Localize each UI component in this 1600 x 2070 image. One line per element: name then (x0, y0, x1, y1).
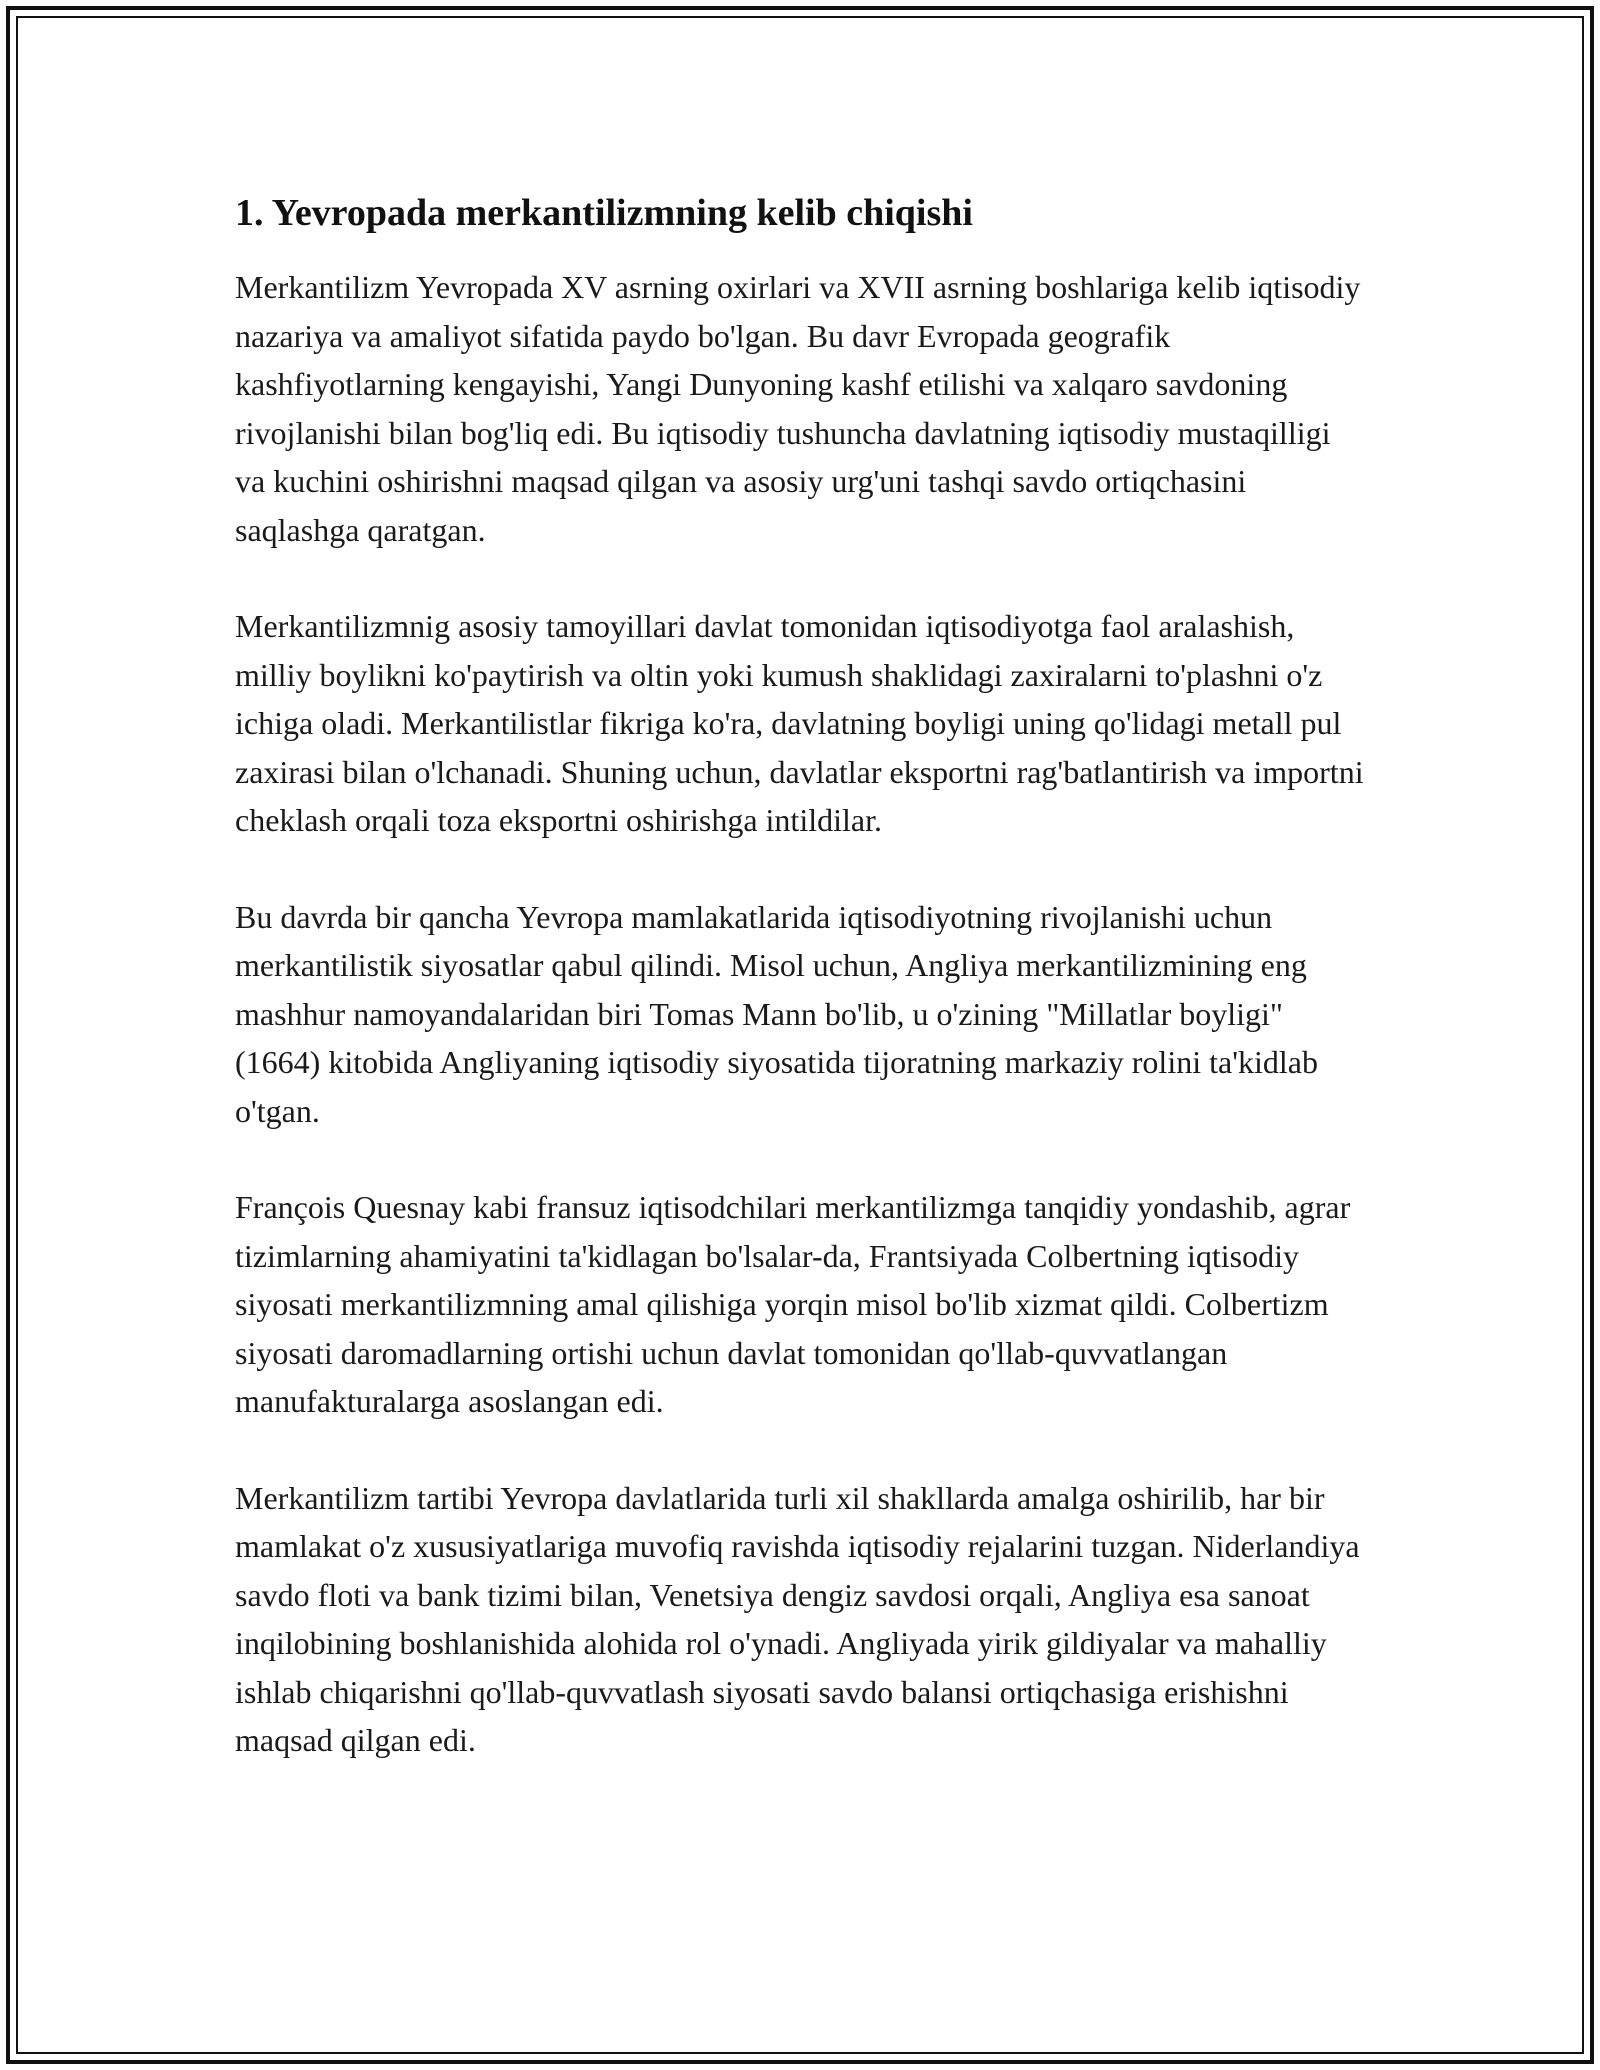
paragraph-4: François Quesnay kabi fransuz iqtisodchilari merkantilizmga tanqidiy yondashib, agrar tizimlarning ahamiyatini ta'kidlagan bo'lsalar-da, Frantsiyada Colbertning iqtisodiy siyosati merkantilizmning amal qilishiga yorqin misol bo'lib xizmat qildi. Colbertizm siyosati daromadlarning ortishi uchun davlat tomonidan qo'llab-quvvatlangan manufakturalarga asoslangan edi. (235, 1189, 1351, 1419)
paragraph-2: Merkantilizmnig asosiy tamoyillari davlat tomonidan iqtisodiyotga faol aralashish, milliy boylikni ko'paytirish va oltin yoki kumush shaklidagi zaxiralarni to'plashni o'z ichiga oladi. Merkantilistlar fikriga ko'ra, davlatning boyligi uning qo'lidagi metall pul zaxirasi bilan o'lchanadi. Shuning uchun, davlatlar eksportni rag'batlantirish va importni cheklash orqali toza eksportni oshirishga intildilar. (235, 608, 1364, 838)
section-heading: 1. Yevropada merkantilizmning kelib chiqishi (235, 192, 973, 234)
paragraph-5: Merkantilizm tartibi Yevropa davlatlarida turli xil shakllarda amalga oshirilib, har bir mamlakat o'z xususiyatlariga muvofiq ravishda iqtisodiy rejalarini tuzgan. Niderlandiya savdo floti va bank tizimi bilan, Venetsiya dengiz savdosi orqali, Angliya esa sanoat inqilobining boshlanishida alohida rol o'ynadi. Angliyada yirik gildiyalar va mahalliy ishlab chiqarishni qo'llab-quvvatlash siyosati savdo balansi ortiqchasiga erishishni maqsad qilgan edi. (235, 1479, 1360, 1758)
paragraph-1: Merkantilizm Yevropada XV asrning oxirlari va XVII asrning boshlariga kelib iqtisodiy nazariya va amaliyot sifatida paydo bo'lgan. Bu davr Evropada geografik kashfiyotlarning kengayishi, Yangi Dunyoning kashf etilishi va xalqaro savdoning rivojlanishi bilan bog'liq edi. Bu iqtisodiy tushuncha davlatning iqtisodiy mustaqilligi va kuchini oshirishni maqsad qilgan va asosiy urg'uni tashqi savdo ortiqchasini saqlashga qaratgan. (235, 269, 1361, 548)
paragraph-3: Bu davrda bir qancha Yevropa mamlakatlarida iqtisodiyotning rivojlanishi uchun merkantilistik siyosatlar qabul qilindi. Misol uchun, Angliya merkantilizmining eng mashhur namoyandalaridan biri Tomas Mann bo'lib, u o'zining "Millatlar boyligi" (1664) kitobida Angliyaning iqtisodiy siyosatida tijoratning markaziy rolini ta'kidlab o'tgan. (235, 898, 1318, 1129)
document-body (235, 185, 1365, 1765)
